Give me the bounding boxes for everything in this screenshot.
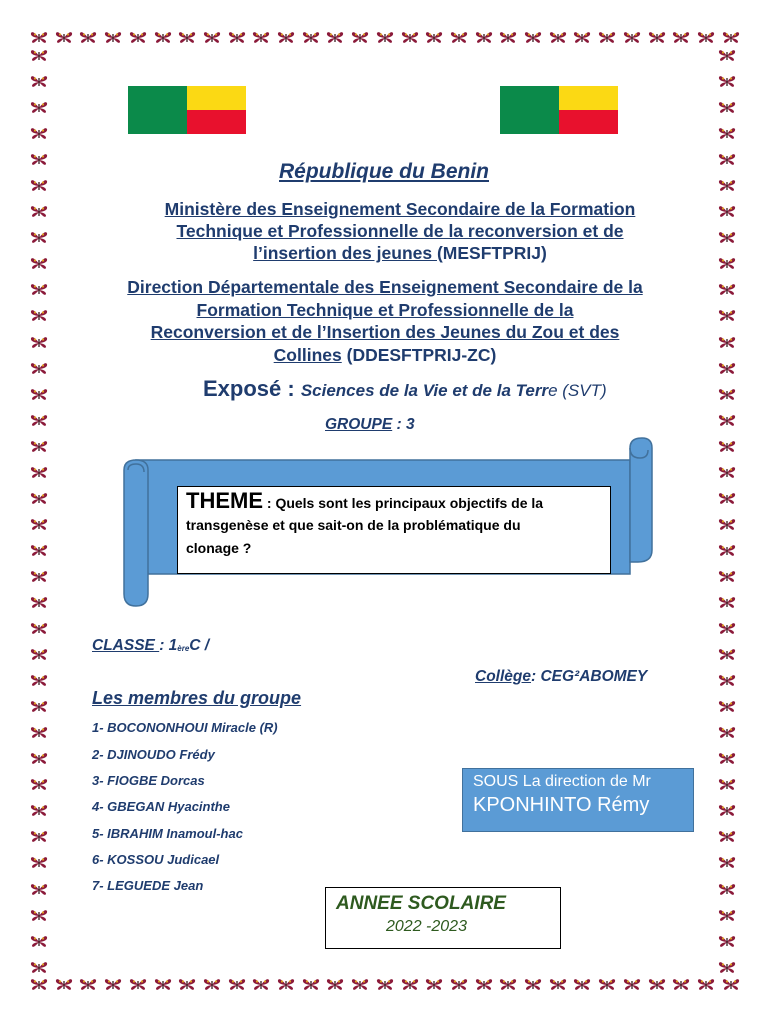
- butterfly-icon: [648, 30, 666, 46]
- butterfly-icon: [228, 30, 246, 46]
- classe-sup: ère: [177, 644, 190, 653]
- butterfly-icon: [718, 413, 736, 429]
- expose-subject: Sciences de la Vie et de la Terr: [300, 381, 549, 400]
- butterfly-icon: [30, 829, 48, 845]
- butterfly-icon: [30, 569, 48, 585]
- butterfly-icon: [425, 30, 443, 46]
- butterfly-icon: [450, 30, 468, 46]
- direction-line-3: Reconversion et de l’Insertion des Jeunes du Zou et des: [150, 322, 620, 342]
- butterfly-icon: [718, 48, 736, 64]
- butterfly-icon: [154, 30, 172, 46]
- supervisor-box: [462, 768, 694, 832]
- butterfly-icon: [30, 673, 48, 689]
- butterfly-icon: [425, 977, 443, 993]
- butterfly-icon: [718, 126, 736, 142]
- butterfly-icon: [30, 361, 48, 377]
- direction-line-4: Collines: [273, 344, 342, 365]
- butterfly-icon: [549, 30, 567, 46]
- butterfly-icon: [129, 977, 147, 993]
- butterfly-icon: [79, 977, 97, 993]
- butterfly-icon: [154, 977, 172, 993]
- butterfly-icon: [178, 977, 196, 993]
- butterfly-icon: [30, 230, 48, 246]
- butterfly-icon: [718, 803, 736, 819]
- butterfly-icon: [55, 977, 73, 993]
- butterfly-icon: [30, 100, 48, 116]
- member-item: 7- LEGUEDE Jean: [92, 878, 204, 893]
- butterfly-icon: [302, 30, 320, 46]
- theme-question-start: : Quels sont les principaux objectifs de la: [263, 495, 544, 511]
- ministry-line-3: l’insertion des jeunes: [253, 243, 437, 263]
- expose-title: [203, 376, 607, 402]
- page-border-bottom: [30, 977, 740, 995]
- direction-abbr: (DDESFTPRIJ-ZC): [341, 344, 497, 365]
- butterfly-icon: [129, 30, 147, 46]
- classe-sep: :: [159, 637, 169, 654]
- butterfly-icon: [598, 30, 616, 46]
- butterfly-icon: [376, 30, 394, 46]
- butterfly-icon: [573, 977, 591, 993]
- butterfly-icon: [718, 335, 736, 351]
- expose-label: Exposé :: [203, 376, 301, 401]
- theme-line-3: clonage ?: [186, 540, 252, 556]
- school-year-value: 2022 -2023: [386, 918, 467, 935]
- college-value: : CEG²ABOMEY: [530, 668, 648, 685]
- butterfly-icon: [30, 725, 48, 741]
- butterfly-icon: [277, 30, 295, 46]
- butterfly-icon: [30, 803, 48, 819]
- page-border-right: [718, 48, 738, 976]
- butterfly-icon: [598, 977, 616, 993]
- butterfly-icon: [718, 621, 736, 637]
- classe-label: CLASSE: [92, 637, 160, 654]
- butterfly-icon: [104, 977, 122, 993]
- member-item: 2- DJINOUDO Frédy: [92, 747, 215, 762]
- butterfly-icon: [178, 30, 196, 46]
- butterfly-icon: [30, 74, 48, 90]
- butterfly-icon: [718, 308, 736, 324]
- flag-yellow-band: [559, 86, 618, 110]
- butterfly-icon: [718, 777, 736, 793]
- butterfly-icon: [718, 751, 736, 767]
- butterfly-icon: [475, 30, 493, 46]
- butterfly-icon: [672, 30, 690, 46]
- flag-yellow-band: [187, 86, 246, 110]
- direction-name: [90, 276, 680, 366]
- butterfly-icon: [401, 977, 419, 993]
- ministry-line-2: Technique et Professionnelle de la reconversion et de: [176, 221, 624, 241]
- college: [475, 668, 647, 686]
- butterfly-icon: [718, 882, 736, 898]
- butterfly-icon: [326, 977, 344, 993]
- member-item: 3- FIOGBE Dorcas: [92, 773, 205, 788]
- page-border-left: [30, 48, 50, 976]
- butterfly-icon: [722, 977, 740, 993]
- butterfly-icon: [718, 465, 736, 481]
- butterfly-icon: [524, 977, 542, 993]
- butterfly-icon: [30, 855, 48, 871]
- butterfly-icon: [30, 48, 48, 64]
- benin-flag-left: [128, 86, 246, 134]
- butterfly-icon: [524, 30, 542, 46]
- ministry-line-1: Ministère des Enseignement Secondaire de la Formation: [164, 199, 636, 219]
- butterfly-icon: [302, 977, 320, 993]
- butterfly-icon: [697, 977, 715, 993]
- supervisor-label: SOUS La direction de Mr: [473, 773, 651, 790]
- butterfly-icon: [203, 977, 221, 993]
- direction-line-1: Direction Départementale des Enseignement Secondaire de la: [127, 277, 643, 297]
- butterfly-icon: [30, 465, 48, 481]
- butterfly-icon: [672, 977, 690, 993]
- butterfly-icon: [351, 30, 369, 46]
- butterfly-icon: [401, 30, 419, 46]
- school-year-label: ANNEE SCOLAIRE: [336, 893, 506, 914]
- butterfly-icon: [499, 30, 517, 46]
- butterfly-icon: [30, 908, 48, 924]
- page-border-top: [30, 30, 740, 48]
- member-item: 4- GBEGAN Hyacinthe: [92, 799, 230, 814]
- theme-word: THEME: [186, 488, 263, 513]
- butterfly-icon: [697, 30, 715, 46]
- butterfly-icon: [30, 517, 48, 533]
- butterfly-icon: [376, 977, 394, 993]
- butterfly-icon: [718, 569, 736, 585]
- classe: [92, 637, 209, 655]
- ministry-name: [130, 198, 670, 264]
- butterfly-icon: [30, 595, 48, 611]
- butterfly-icon: [252, 30, 270, 46]
- flag-red-band: [559, 110, 618, 134]
- butterfly-icon: [30, 777, 48, 793]
- flag-green-band: [128, 86, 187, 134]
- butterfly-icon: [718, 387, 736, 403]
- theme-box: [177, 486, 611, 574]
- flag-red-band: [187, 110, 246, 134]
- butterfly-icon: [623, 30, 641, 46]
- butterfly-icon: [30, 977, 48, 993]
- butterfly-icon: [203, 30, 221, 46]
- butterfly-icon: [30, 751, 48, 767]
- republic-title: République du Benin: [279, 160, 489, 183]
- butterfly-icon: [718, 74, 736, 90]
- butterfly-icon: [79, 30, 97, 46]
- butterfly-icon: [30, 621, 48, 637]
- butterfly-icon: [30, 282, 48, 298]
- butterfly-icon: [30, 126, 48, 142]
- supervisor-name: KPONHINTO Rémy: [473, 794, 650, 816]
- butterfly-icon: [30, 335, 48, 351]
- butterfly-icon: [475, 977, 493, 993]
- butterfly-icon: [30, 204, 48, 220]
- butterfly-icon: [718, 960, 736, 976]
- butterfly-icon: [30, 934, 48, 950]
- butterfly-icon: [718, 543, 736, 559]
- theme-line-1: [186, 488, 602, 513]
- classe-num: 1: [168, 637, 178, 654]
- butterfly-icon: [718, 829, 736, 845]
- butterfly-icon: [648, 977, 666, 993]
- butterfly-icon: [30, 882, 48, 898]
- flag-green-band: [500, 86, 559, 134]
- butterfly-icon: [30, 30, 48, 46]
- butterfly-icon: [450, 977, 468, 993]
- butterfly-icon: [549, 977, 567, 993]
- member-item: 1- BOCONONHOUI Miracle (R): [92, 720, 278, 735]
- groupe-number: [325, 416, 415, 434]
- member-item: 6- KOSSOU Judicael: [92, 852, 220, 867]
- groupe-value: : 3: [392, 416, 415, 433]
- direction-line-2: Formation Technique et Professionnelle de la: [196, 299, 574, 320]
- member-item: 5- IBRAHIM Inamoul-hac: [92, 826, 243, 841]
- butterfly-icon: [30, 543, 48, 559]
- butterfly-icon: [30, 699, 48, 715]
- groupe-label: GROUPE: [325, 416, 393, 433]
- butterfly-icon: [718, 908, 736, 924]
- benin-flag-right: [500, 86, 618, 134]
- butterfly-icon: [104, 30, 122, 46]
- butterfly-icon: [718, 439, 736, 455]
- butterfly-icon: [718, 491, 736, 507]
- butterfly-icon: [55, 30, 73, 46]
- school-year-box: [325, 887, 561, 949]
- butterfly-icon: [718, 204, 736, 220]
- butterfly-icon: [718, 595, 736, 611]
- butterfly-icon: [623, 977, 641, 993]
- expose-subject-end: e (SVT): [548, 381, 607, 400]
- butterfly-icon: [351, 977, 369, 993]
- butterfly-icon: [573, 30, 591, 46]
- members-title: Les membres du groupe: [92, 688, 302, 708]
- butterfly-icon: [326, 30, 344, 46]
- theme-line-2: transgenèse et que sait-on de la problématique du: [186, 517, 521, 533]
- college-label: Collège: [475, 668, 531, 685]
- butterfly-icon: [718, 673, 736, 689]
- butterfly-icon: [30, 387, 48, 403]
- butterfly-icon: [718, 361, 736, 377]
- butterfly-icon: [30, 647, 48, 663]
- butterfly-icon: [718, 934, 736, 950]
- butterfly-icon: [718, 100, 736, 116]
- butterfly-icon: [718, 647, 736, 663]
- butterfly-icon: [718, 517, 736, 533]
- butterfly-icon: [718, 230, 736, 246]
- butterfly-icon: [30, 960, 48, 976]
- butterfly-icon: [252, 977, 270, 993]
- butterfly-icon: [30, 256, 48, 272]
- butterfly-icon: [718, 699, 736, 715]
- butterfly-icon: [722, 30, 740, 46]
- butterfly-icon: [30, 491, 48, 507]
- butterfly-icon: [228, 977, 246, 993]
- butterfly-icon: [30, 413, 48, 429]
- butterfly-icon: [277, 977, 295, 993]
- butterfly-icon: [30, 439, 48, 455]
- ministry-abbr: (MESFTPRIJ): [436, 243, 547, 263]
- butterfly-icon: [718, 725, 736, 741]
- butterfly-icon: [718, 256, 736, 272]
- classe-letter: C /: [189, 637, 210, 654]
- butterfly-icon: [499, 977, 517, 993]
- butterfly-icon: [718, 855, 736, 871]
- butterfly-icon: [718, 282, 736, 298]
- butterfly-icon: [30, 308, 48, 324]
